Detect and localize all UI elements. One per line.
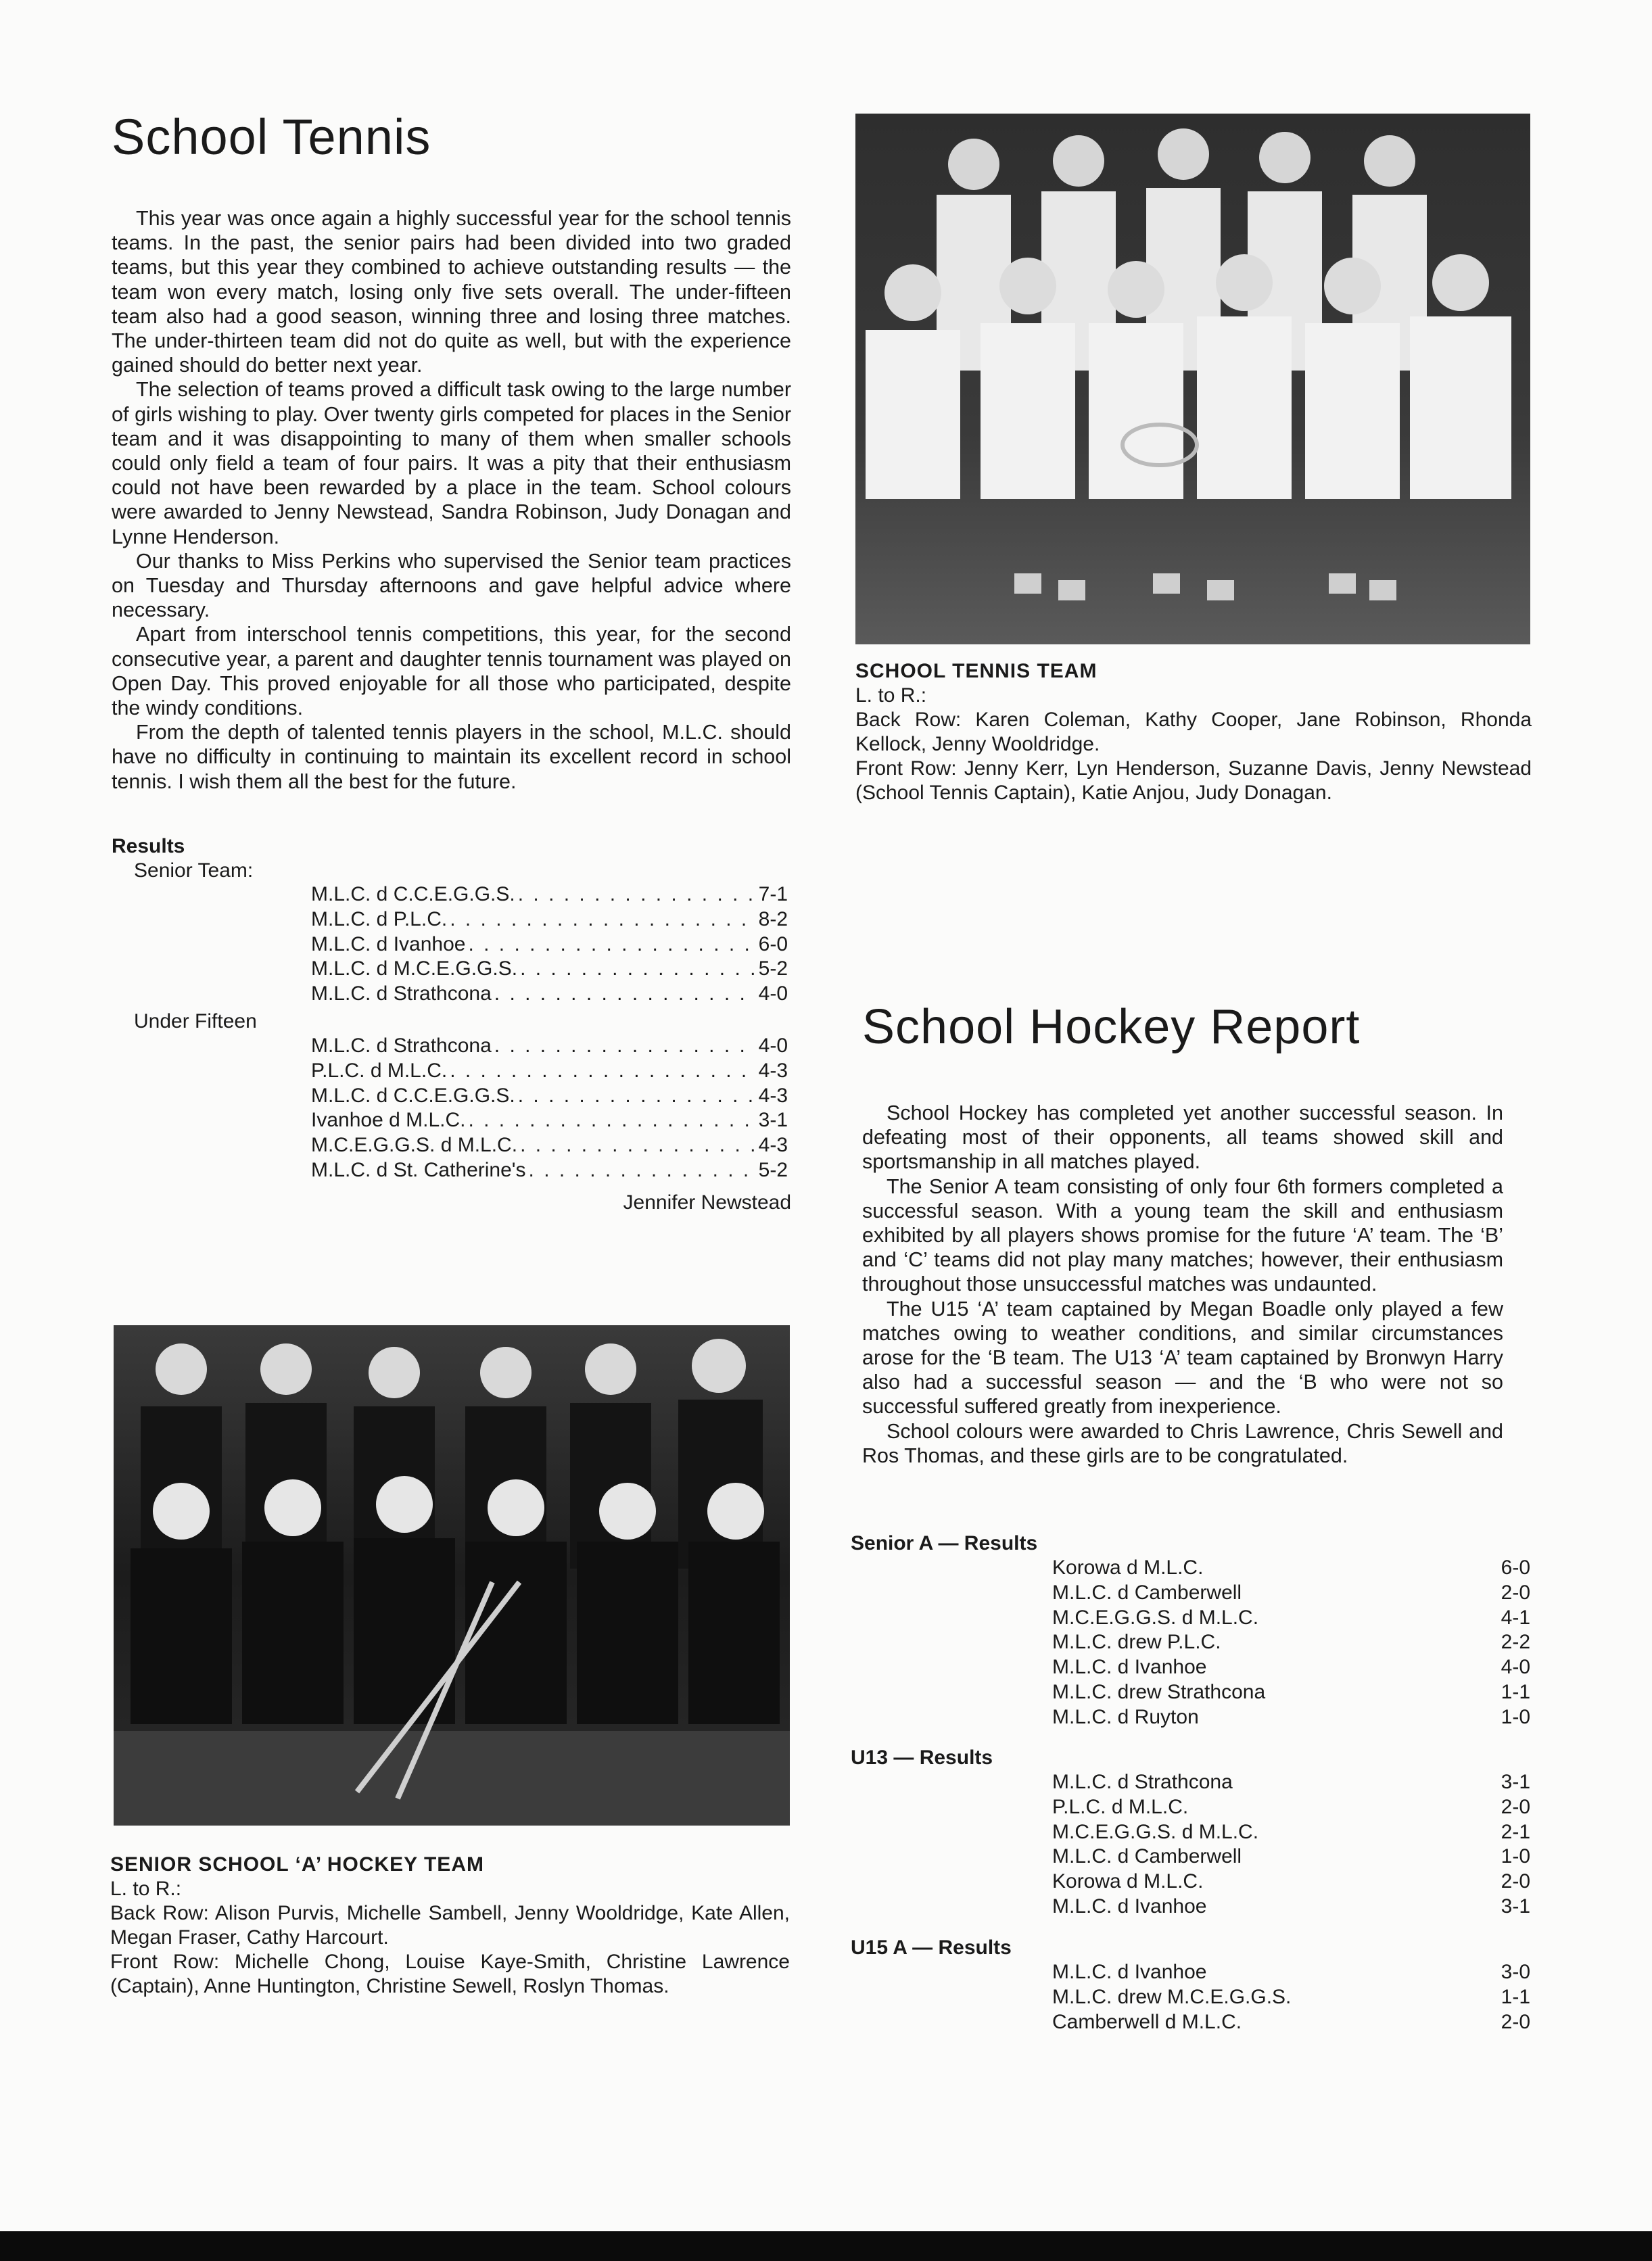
tennis-article	[112, 206, 791, 794]
result-match: M.L.C. drew Strathcona	[1052, 1680, 1266, 1703]
result-score: 1-0	[1501, 1845, 1530, 1868]
result-match: M.C.E.G.G.S. d M.L.C.	[1052, 1820, 1259, 1843]
tennis-u15-label: Under Fifteen	[134, 1010, 257, 1032]
result-score: 2-0	[1501, 1870, 1530, 1893]
result-match: M.L.C. d Ivanhoe	[1052, 1961, 1207, 1983]
tennis-team-photo	[855, 114, 1530, 644]
result-row	[1052, 1870, 1530, 1895]
hockey-u13-heading: U13 — Results	[851, 1746, 993, 1769]
hockey-paragraph: School Hockey has completed yet another successful season. In defeating most of their opponents, all teams showed skill and sportsmanship in all matches played.	[862, 1101, 1503, 1174]
result-score: 4-0	[758, 1034, 788, 1057]
hockey-caption-lr: L. to R.:	[110, 1878, 182, 1900]
result-match: P.L.C. d M.L.C.	[1052, 1795, 1189, 1818]
result-score: 4-0	[1501, 1656, 1530, 1679]
result-row	[311, 1034, 788, 1059]
result-row	[1052, 1960, 1530, 1985]
result-match: Korowa d M.L.C.	[1052, 1556, 1204, 1579]
page-bottom-edge	[0, 2231, 1652, 2261]
result-match: Ivanhoe d M.L.C.	[311, 1109, 466, 1132]
result-match: M.C.E.G.G.S. d M.L.C.	[1052, 1606, 1259, 1629]
result-match: M.L.C. d Ruyton	[1052, 1705, 1199, 1728]
result-score: 4-1	[1501, 1606, 1530, 1629]
result-match: M.L.C. d P.L.C.	[311, 907, 448, 930]
result-row	[1052, 1895, 1530, 1920]
result-match: M.L.C. drew M.C.E.G.G.S.	[1052, 1985, 1292, 2008]
result-row	[311, 1133, 788, 1158]
result-score: 2-0	[1501, 1581, 1530, 1604]
hockey-paragraph: School colours were awarded to Chris Lawrence, Chris Sewell and Ros Thomas, and these girls are to be congratulated.	[862, 1419, 1503, 1467]
result-match: M.L.C. d M.C.E.G.G.S.	[311, 957, 518, 980]
result-row	[311, 932, 788, 957]
hockey-paragraph: The U15 ‘A’ team captained by Megan Boadle only played a few matches owing to weather conditions, and similar circumstances arose for the ‘B team. The U13 ‘A’ team captained by Bronwyn Harry also had a successful season — and the ‘B who were not so successful suffered greatly from inexperience.	[862, 1297, 1503, 1419]
result-row	[1052, 1655, 1530, 1680]
result-row	[1052, 1606, 1530, 1631]
hockey-senior-a-results	[1052, 1556, 1530, 1730]
result-score: 7-1	[758, 883, 788, 905]
result-row	[1052, 1795, 1530, 1820]
tennis-caption-front-row: Front Row: Jenny Kerr, Lyn Henderson, Suzanne Davis, Jenny Newstead (School Tennis Captain), Katie Anjou, Judy Donagan.	[855, 757, 1532, 804]
result-row	[311, 1158, 788, 1183]
result-score: 5-2	[758, 1158, 788, 1181]
result-score: 1-1	[1501, 1680, 1530, 1703]
result-match: M.C.E.G.G.S. d M.L.C.	[311, 1134, 518, 1157]
hockey-caption-title: SENIOR SCHOOL ‘A’ HOCKEY TEAM	[110, 1853, 484, 1876]
tennis-paragraph: The selection of teams proved a difficult task owing to the large number of girls wishing to play. Over twenty girls competed for places in the Senior team and it was disappointing to many of them when smaller schools could only field a team of four pairs. It was a pity that their enthusiasm could not have been rewarded by a place in the team. School colours were awarded to Jenny Newstead, Sandra Robinson, Judy Donagan and Lynne Henderson.	[112, 378, 791, 548]
result-match: Korowa d M.L.C.	[1052, 1870, 1204, 1893]
result-score: 2-1	[1501, 1820, 1530, 1843]
result-score: 2-0	[1501, 2010, 1530, 2033]
result-match: M.L.C. d Ivanhoe	[1052, 1895, 1207, 1918]
result-match: M.L.C. d C.C.E.G.G.S.	[311, 1084, 515, 1107]
result-row	[311, 882, 788, 907]
result-row	[1052, 1680, 1530, 1705]
hockey-title: School Hockey Report	[862, 1000, 1361, 1054]
result-score: 3-1	[1501, 1895, 1530, 1918]
hockey-article	[862, 1101, 1503, 1468]
tennis-caption-back-row: Back Row: Karen Coleman, Kathy Cooper, Jane Robinson, Rhonda Kellock, Jenny Wooldridge.	[855, 709, 1532, 755]
result-score: 3-0	[1501, 1961, 1530, 1983]
result-match: M.L.C. d Camberwell	[1052, 1581, 1242, 1604]
hockey-caption-front-row: Front Row: Michelle Chong, Louise Kaye-Smith, Christine Lawrence (Captain), Anne Huntington, Christine Sewell, Roslyn Thomas.	[110, 1951, 790, 1997]
tennis-caption-lr: L. to R.:	[855, 684, 927, 707]
result-match: M.L.C. d Camberwell	[1052, 1845, 1242, 1868]
result-row	[1052, 1630, 1530, 1655]
hockey-photo-caption	[110, 1853, 790, 1999]
result-score: 1-0	[1501, 1705, 1530, 1728]
result-match: P.L.C. d M.L.C.	[311, 1059, 448, 1082]
result-match: M.L.C. d Ivanhoe	[311, 932, 466, 955]
result-match: M.L.C. d St. Catherine's	[311, 1158, 526, 1181]
result-score: 1-1	[1501, 1985, 1530, 2008]
result-score: 3-1	[1501, 1771, 1530, 1793]
tennis-u15-results	[311, 1034, 788, 1183]
tennis-author: Jennifer Newstead	[623, 1191, 791, 1214]
result-match: M.L.C. d Ivanhoe	[1052, 1656, 1207, 1679]
hockey-caption-back-row: Back Row: Alison Purvis, Michelle Sambell, Jenny Wooldridge, Kate Allen, Megan Fraser, Cathy Harcourt.	[110, 1902, 790, 1949]
result-row	[311, 1084, 788, 1109]
result-score: 8-2	[758, 907, 788, 930]
result-row	[311, 1059, 788, 1084]
result-row	[1052, 2010, 1530, 2035]
tennis-paragraph: Apart from interschool tennis competitions, this year, for the second consecutive year, a parent and daughter tennis tournament was played on Open Day. This proved enjoyable for all those who participated, despite the windy conditions.	[112, 623, 791, 720]
hockey-u13-results	[1052, 1770, 1530, 1920]
result-score: 5-2	[758, 957, 788, 980]
tennis-photo-caption	[855, 659, 1532, 805]
result-row	[1052, 1844, 1530, 1870]
result-score: 2-2	[1501, 1631, 1530, 1654]
result-score: 6-0	[758, 932, 788, 955]
result-row	[1052, 1820, 1530, 1845]
result-score: 4-3	[758, 1134, 788, 1157]
tennis-paragraph: This year was once again a highly successful year for the school tennis teams. In the past, the senior pairs had been divided into two graded teams, but this year they combined to achieve outstanding results — the team won every match, losing only five sets overall. The under-fifteen team also had a good season, winning three and losing three matches. The under-thirteen team did not do quite as well, but with the experience gained should do better next year.	[112, 207, 791, 377]
tennis-caption-title: SCHOOL TENNIS TEAM	[855, 660, 1098, 682]
result-row	[1052, 1556, 1530, 1581]
result-score: 2-0	[1501, 1795, 1530, 1818]
result-row	[311, 982, 788, 1007]
hockey-team-photo	[114, 1325, 790, 1826]
result-match: M.L.C. d Strathcona	[1052, 1771, 1233, 1793]
tennis-paragraph: Our thanks to Miss Perkins who supervised the Senior team practices on Tuesday and Thursday afternoons and gave helpful advice where necessary.	[112, 549, 791, 622]
tennis-senior-label: Senior Team:	[134, 859, 254, 882]
result-score: 4-3	[758, 1059, 788, 1082]
result-row	[311, 907, 788, 932]
result-score: 3-1	[758, 1109, 788, 1132]
tennis-senior-results	[311, 882, 788, 1007]
hockey-u15a-results	[1052, 1960, 1530, 2034]
tennis-results-heading: Results	[112, 835, 185, 857]
result-score: 4-0	[758, 982, 788, 1005]
tennis-title: School Tennis	[112, 109, 431, 165]
hockey-paragraph: The Senior A team consisting of only four 6th formers completed a successful season. With a young team the skill and enthusiasm exhibited by all players shows promise for the future ‘A’ team. The ‘B’ and ‘C’ teams did not play many matches; however, their enthusiasm throughout those unsuccessful matches was undaunted.	[862, 1174, 1503, 1296]
result-score: 4-3	[758, 1084, 788, 1107]
result-row	[1052, 1705, 1530, 1730]
hockey-u15a-heading: U15 A — Results	[851, 1936, 1012, 1959]
hockey-senior-a-heading: Senior A — Results	[851, 1532, 1038, 1554]
result-row	[311, 1108, 788, 1133]
result-match: Camberwell d M.L.C.	[1052, 2010, 1242, 2033]
result-row	[311, 957, 788, 982]
result-match: M.L.C. d Strathcona	[311, 1034, 492, 1057]
tennis-paragraph: From the depth of talented tennis players in the school, M.L.C. should have no difficulty in continuing to maintain its excellent record in school tennis. I wish them all the best for the future.	[112, 721, 791, 793]
result-match: M.L.C. drew P.L.C.	[1052, 1631, 1221, 1654]
result-score: 6-0	[1501, 1556, 1530, 1579]
result-match: M.L.C. d Strathcona	[311, 982, 492, 1005]
result-row	[1052, 1581, 1530, 1606]
result-row	[1052, 1770, 1530, 1795]
result-match: M.L.C. d C.C.E.G.G.S.	[311, 883, 515, 905]
result-row	[1052, 1985, 1530, 2010]
